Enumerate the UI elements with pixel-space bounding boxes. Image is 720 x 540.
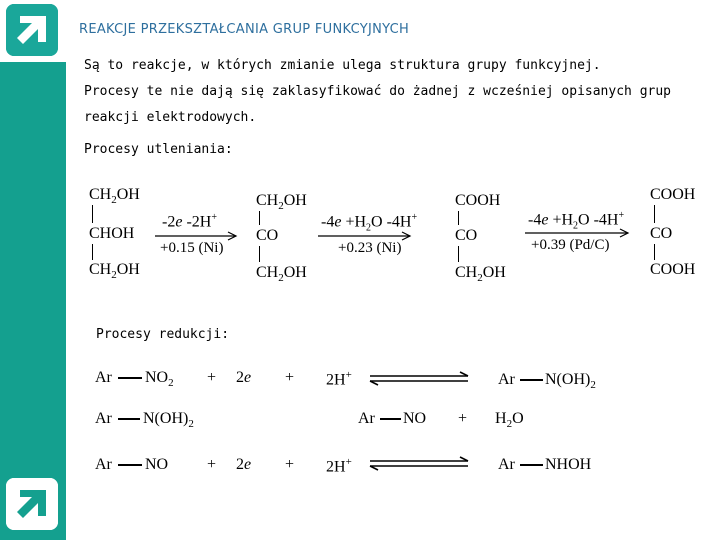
mol4-top: COOH <box>650 186 696 203</box>
r2-plus: + <box>458 410 468 427</box>
r1-equilibrium-arrow <box>370 372 468 385</box>
intro-line-3: reakcji elektrodowych. <box>84 110 257 125</box>
mol2-mid: CO <box>256 227 279 244</box>
r3-plus1: + <box>207 456 217 473</box>
r3-plus2: + <box>285 456 295 473</box>
step1-arrow <box>155 232 236 240</box>
page-title: REAKCJE PRZEKSZTAŁCANIA GRUP FUNKCYJNYCH <box>79 22 410 37</box>
r3-prod-group: NHOH <box>545 456 592 473</box>
mol2-bot: $CH_2OH$ <box>256 264 307 285</box>
mol1-top: $CH_2OH$ <box>89 186 140 207</box>
r3-prod-ar: Ar <box>498 456 515 473</box>
r2-prod-ar: Ar <box>358 410 375 427</box>
r1-protons: 2H+ <box>326 369 352 389</box>
r1-plus1: + <box>207 369 217 386</box>
mol4-bot: COOH <box>650 261 696 278</box>
r1-plus2: + <box>285 369 295 386</box>
r1-ar: Ar <box>95 369 112 386</box>
r3-group: NO <box>145 456 169 473</box>
mol2-top: $CH_2OH$ <box>256 192 307 213</box>
r3-equilibrium-arrow <box>370 457 468 470</box>
r3-protons: 2H+ <box>326 456 352 476</box>
step3-above: $-4e +H_2O$ -4H+ <box>528 210 625 232</box>
r3-ar: Ar <box>95 456 112 473</box>
step2-above: $-4e +H_2O$ -4H+ <box>321 212 418 234</box>
intro-line-1: Są to reakcje, w których zmianie ulega struktura grupy funkcyjnej. <box>84 58 601 73</box>
r1-group: $NO_2$ <box>145 369 174 390</box>
r1-electrons: 2e <box>236 369 252 386</box>
step3-below: +0.39 (Pd/C) <box>531 237 610 253</box>
r1-prod-ar: Ar <box>498 371 515 388</box>
r2-prod-group: NO <box>403 410 427 427</box>
step1-below: +0.15 (Ni) <box>160 240 224 256</box>
r1-prod-group: $N(OH)_2$ <box>545 371 596 392</box>
step1-above: -2e -2H+ <box>162 212 217 231</box>
step3-arrow <box>525 229 628 237</box>
r2-group: $N(OH)_2$ <box>143 410 194 431</box>
step2-arrow <box>318 232 410 240</box>
mol3-bot: $CH_2OH$ <box>455 264 506 285</box>
mol1-bot: $CH_2OH$ <box>89 261 140 282</box>
reduction-heading: Procesy redukcji: <box>96 327 230 342</box>
mol3-mid: CO <box>455 227 478 244</box>
oxidation-heading: Procesy utleniania: <box>84 142 233 157</box>
mol4-mid: CO <box>650 225 673 242</box>
r2-water: $H_2O$ <box>495 410 524 431</box>
mol1-mid: CHOH <box>89 225 135 242</box>
intro-line-2: Procesy te nie dają się zaklasyfikować do żadnej z wcześniej opisanych grup <box>84 84 671 99</box>
r3-electrons: 2e <box>236 456 252 473</box>
r2-ar: Ar <box>95 410 112 427</box>
step2-below: +0.23 (Ni) <box>338 240 402 256</box>
mol3-top: COOH <box>455 192 501 209</box>
